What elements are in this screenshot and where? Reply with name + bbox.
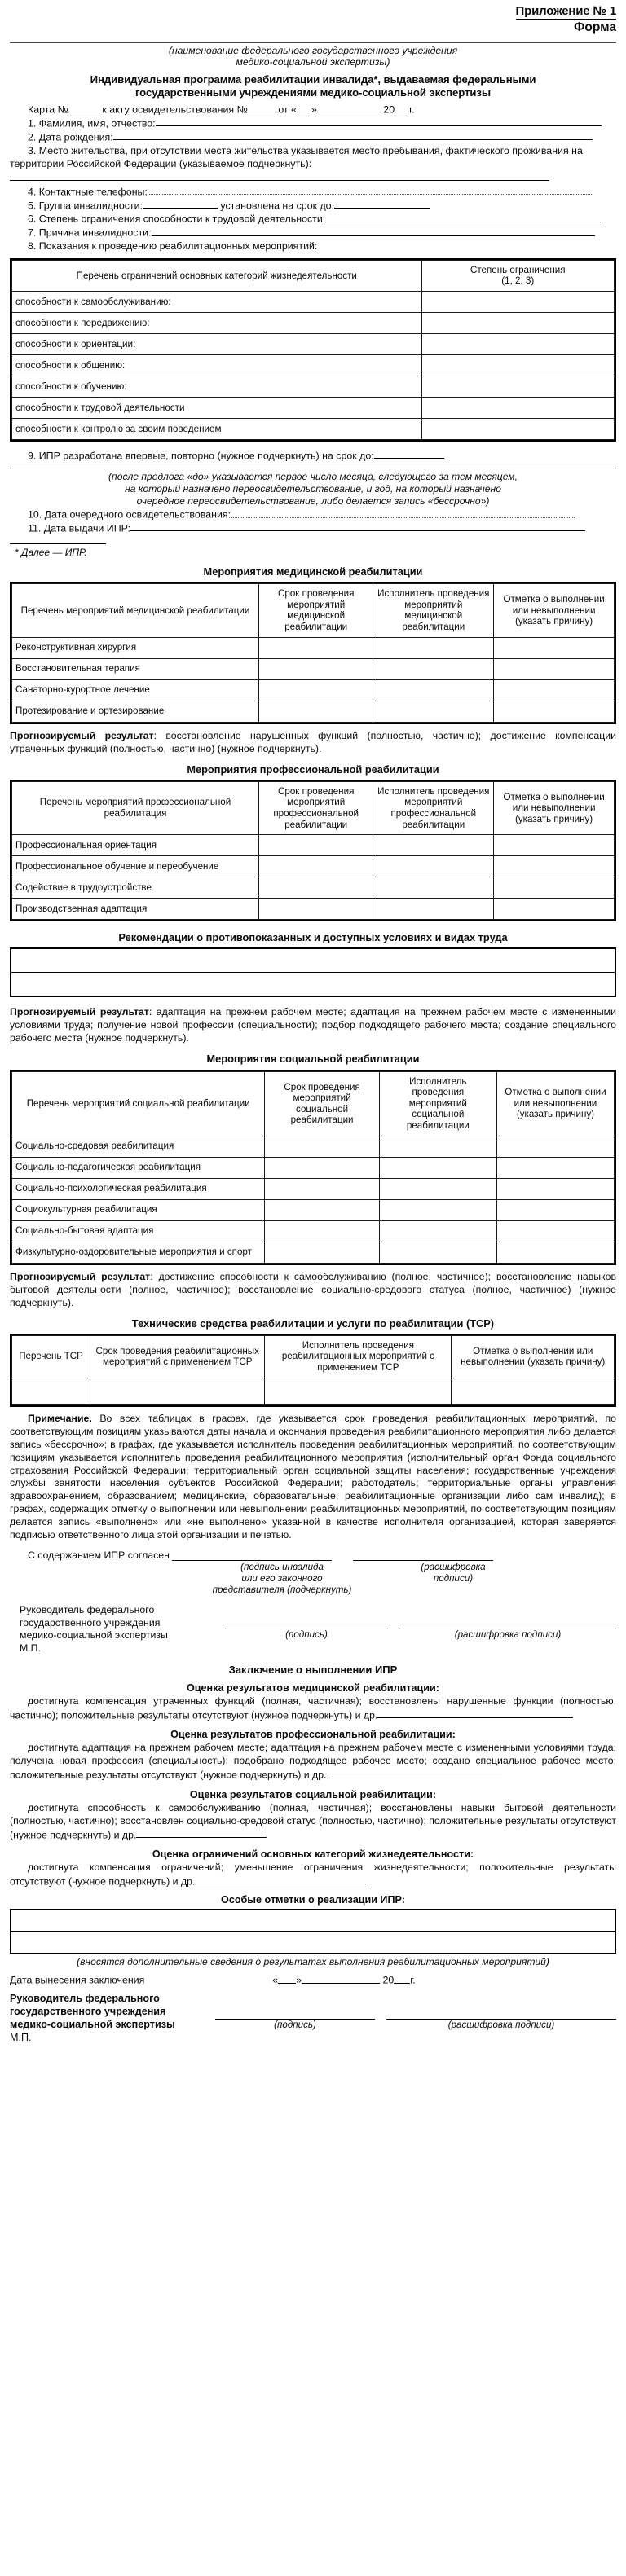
social-row-executor[interactable] — [379, 1242, 496, 1263]
appendix-number — [10, 5, 616, 20]
institution-caption — [10, 45, 616, 69]
tsr-header-term: Срок проведения реабилитационных мероприятий с применением ТСР — [90, 1335, 265, 1378]
conclusion-date-year: 20 — [382, 1974, 395, 1986]
agreement-decode-input[interactable] — [353, 1550, 493, 1561]
social-header-term: Срок проведения мероприятий социальной реабилитации — [265, 1071, 379, 1136]
field-fio-num: 1. — [28, 117, 37, 130]
field-disability-cause-label: Причина инвалидности: — [38, 226, 152, 239]
social-row-mark[interactable] — [496, 1199, 614, 1220]
field-disability-cause-input[interactable] — [152, 226, 595, 235]
limitations-table-body — [12, 291, 615, 439]
medical-section-title: Мероприятия медицинской реабилитации — [203, 565, 423, 578]
field-disability-group-label: Группа инвалидности: — [38, 199, 143, 211]
table-row — [12, 312, 615, 333]
medical-row-mark[interactable] — [494, 658, 615, 679]
table-header-row — [12, 1335, 615, 1378]
tsr-header-list: Перечень ТСР — [12, 1335, 90, 1378]
footer-signature-line3: медико-социальной экспертизы — [10, 2018, 175, 2030]
table-header-row — [12, 1071, 615, 1136]
limitation-value[interactable] — [421, 354, 614, 376]
field-birthdate-label: Дата рождения: — [38, 131, 113, 143]
special-marks-box — [10, 1909, 616, 1954]
professional-row-label: Содействие в трудоустройстве — [12, 877, 259, 899]
item10-11-block — [10, 508, 616, 535]
table-row — [12, 354, 615, 376]
professional-row-term[interactable] — [258, 899, 373, 920]
medical-row-label: Восстановительная терапия — [12, 658, 259, 679]
social-row-label: Физкультурно-оздоровительные мероприятия и спорт — [12, 1242, 265, 1263]
item11-line — [10, 521, 616, 535]
table-row — [12, 856, 615, 877]
act-year-suffix: г. — [409, 103, 415, 116]
conclusion-title: Заключение о выполнении ИПР — [228, 1664, 398, 1677]
table-row — [12, 1178, 615, 1199]
medical-header-list: Перечень мероприятий медицинской реабилитации — [12, 584, 259, 637]
table-row — [12, 418, 615, 439]
card-number-label: Карта № — [28, 103, 68, 116]
professional-row-label: Профессиональное обучение и переобучение — [12, 856, 259, 877]
tsr-row-mark[interactable] — [452, 1378, 615, 1404]
field-phones-label: Контактные телефоны: — [38, 186, 148, 198]
limitation-label: способности к трудовой деятельности — [12, 397, 422, 418]
social-row-label: Социально-средовая реабилитация — [12, 1136, 265, 1157]
head-signature-stamp: М.П. — [20, 1642, 41, 1654]
footer-signature-line1: Руководитель федерального — [10, 1993, 160, 2005]
conclusion-date-month-input[interactable] — [302, 1973, 380, 1983]
social-row-mark[interactable] — [496, 1242, 614, 1263]
field-disability-cause — [10, 226, 616, 240]
medical-row-executor[interactable] — [373, 637, 494, 658]
table-row — [12, 679, 615, 701]
medical-row-term[interactable] — [258, 658, 373, 679]
limitation-value[interactable] — [421, 397, 614, 418]
social-row-mark[interactable] — [496, 1136, 614, 1157]
primechanie-block — [10, 1413, 616, 1543]
field-disability-group-input[interactable] — [143, 199, 218, 209]
limitations-table-wrapper — [10, 258, 616, 442]
primechanie-lead: Примечание. — [28, 1412, 92, 1424]
professional-header-term: Срок проведения мероприятий профессиональной реабилитации — [258, 781, 373, 834]
agreement-row — [10, 1550, 616, 1561]
social-row-mark[interactable] — [496, 1157, 614, 1178]
field-residence — [10, 144, 616, 185]
limitation-value[interactable] — [421, 312, 614, 333]
professional-forecast-text: : адаптация на прежнем рабочем месте; адаптация на прежнем рабочем месте с измененными условиями труда; получение новой профессии (специальности); подбор подходящего рабочего места; создание специального рабочего места (нужное подчеркнуть). — [10, 1006, 617, 1044]
item9-line — [10, 449, 616, 463]
professional-row-label: Производственная адаптация — [12, 899, 259, 920]
medical-header-term: Срок проведения мероприятий медицинской реабилитации — [258, 584, 373, 637]
tsr-header-executor: Исполнитель проведения реабилитационных мероприятий с применением ТСР — [265, 1335, 452, 1378]
table-row — [12, 1199, 615, 1220]
work-recommendations-line-2[interactable] — [11, 973, 615, 996]
work-recommendations-box — [10, 947, 616, 997]
medical-row-term[interactable] — [258, 679, 373, 701]
limitation-label: способности к контролю за своим поведением — [12, 418, 422, 439]
social-row-term[interactable] — [265, 1199, 379, 1220]
limitations-header-degree-line1: Степень ограничения — [470, 264, 566, 275]
head-signature-title — [10, 1604, 225, 1655]
professional-row-executor[interactable] — [373, 899, 494, 920]
social-row-label: Социально-бытовая адаптация — [12, 1220, 265, 1242]
institution-caption-line1: (наименование федерального государственного учреждения — [168, 44, 458, 56]
field-work-limitation-num: 6. — [28, 213, 37, 225]
limitation-label: способности к общению: — [12, 354, 422, 376]
conclusion-date-line — [10, 1973, 616, 1987]
table-row — [12, 376, 615, 397]
professional-row-term[interactable] — [258, 877, 373, 899]
conclusion-date-year-suffix: г. — [410, 1974, 416, 1986]
act-year-input[interactable] — [395, 103, 409, 112]
medical-row-mark[interactable] — [494, 701, 615, 722]
limitation-label: способности к передвижению: — [12, 312, 422, 333]
professional-row-executor[interactable] — [373, 877, 494, 899]
footer-signature-block — [10, 1993, 616, 2044]
social-table-wrapper — [10, 1070, 616, 1265]
professional-header-executor: Исполнитель проведения мероприятий профессиональной реабилитации — [373, 781, 494, 834]
head-signature-line3: медико-социальной экспертизы — [20, 1629, 168, 1642]
field-work-limitation — [10, 212, 616, 226]
medical-table-body — [12, 637, 615, 722]
footer-signature-caption: (подпись) — [274, 2019, 316, 2030]
medical-forecast-text: : восстановление нарушенных функций (полностью, частично); достижение компенсации утраченных функций (полностью, частично) (нужное подчеркнуть). — [10, 729, 616, 754]
field-fio-input[interactable] — [156, 116, 602, 126]
medical-header-mark: Отметка о выполнении или невыполнении (указать причину) — [494, 584, 615, 637]
table-row — [12, 1242, 615, 1263]
tsr-row-executor[interactable] — [265, 1378, 452, 1404]
conclusion-medical-text: достигнута компенсация утраченных функций (полная, частичная); восстановлены нарушенные функции (полностью, частично); положительные результаты отсутствуют (нужное подчеркнуть) и др. — [10, 1695, 616, 1721]
footer-signature-stamp: М.П. — [10, 2031, 32, 2043]
conclusion-limits-title: Оценка ограничений основных категорий жизнедеятельности: — [152, 1848, 474, 1860]
professional-row-label: Профессиональная ориентация — [12, 835, 259, 856]
professional-row-mark[interactable] — [494, 856, 615, 877]
field-fio-label: Фамилия, имя, отчество: — [38, 117, 156, 130]
medical-table-wrapper — [10, 582, 616, 723]
field-birthdate — [10, 130, 616, 144]
social-row-mark[interactable] — [496, 1178, 614, 1199]
conclusion-date-year-input[interactable] — [394, 1973, 410, 1983]
tsr-row-term[interactable] — [90, 1378, 265, 1404]
limitation-label: способности к обучению: — [12, 376, 422, 397]
limitation-value[interactable] — [421, 418, 614, 439]
head-signature-line1: Руководитель федерального — [20, 1604, 155, 1616]
act-number-label: к акту освидетельствования № — [102, 103, 248, 116]
medical-row-executor[interactable] — [373, 701, 494, 722]
social-section-title: Мероприятия социальной реабилитации — [206, 1053, 420, 1066]
head-decode-caption: (расшифровка подписи) — [454, 1629, 562, 1641]
professional-table-wrapper — [10, 780, 616, 921]
footer-decode-caption: (расшифровка подписи) — [447, 2019, 555, 2030]
footer-signature-input[interactable] — [215, 2008, 375, 2020]
act-date-quote: » — [311, 103, 317, 116]
conclusion-date-label: Дата вынесения заключения — [10, 1974, 145, 1986]
field-birthdate-num: 2. — [28, 131, 37, 143]
work-recommendations-line-1[interactable] — [11, 949, 615, 973]
medical-row-executor[interactable] — [373, 679, 494, 701]
head-signature-fields — [225, 1619, 616, 1655]
conclusion-date-block — [10, 1973, 616, 1987]
social-header-mark: Отметка о выполнении или невыполнении (указать причину) — [496, 1071, 614, 1136]
table-row — [12, 877, 615, 899]
social-row-label: Социально-педагогическая реабилитация — [12, 1157, 265, 1178]
act-month-input[interactable] — [317, 103, 381, 112]
agreement-block — [10, 1550, 616, 1596]
agreement-signature-input[interactable] — [172, 1550, 332, 1561]
social-row-executor[interactable] — [379, 1220, 496, 1242]
item9-note — [10, 471, 616, 508]
item11-input[interactable] — [130, 521, 585, 531]
field-indications — [10, 240, 616, 253]
table-row — [12, 333, 615, 354]
limitation-label: способности к самообслуживанию: — [12, 291, 422, 312]
table-row — [12, 1220, 615, 1242]
table-row — [12, 637, 615, 658]
tsr-table — [11, 1335, 615, 1405]
act-year-prefix: 20 — [383, 103, 395, 116]
identity-fields — [10, 103, 616, 253]
social-row-mark[interactable] — [496, 1220, 614, 1242]
agreement-caption-line3: представителя (подчеркнуть) — [212, 1585, 352, 1596]
professional-row-executor[interactable] — [373, 856, 494, 877]
table-row — [12, 835, 615, 856]
agreement-captions — [10, 1562, 616, 1596]
act-date-from: от « — [278, 103, 297, 116]
table-row — [12, 701, 615, 722]
professional-row-executor[interactable] — [373, 835, 494, 856]
footnote-rule — [10, 543, 106, 544]
professional-section-title: Мероприятия профессиональной реабилитации — [187, 763, 439, 776]
social-row-term[interactable] — [265, 1136, 379, 1157]
social-table-body — [12, 1136, 615, 1263]
agreement-caption2-line1: (расшифровка — [421, 1562, 486, 1573]
field-phones-input[interactable] — [148, 185, 593, 195]
special-marks-caption: (вносятся дополнительные сведения о результатах выполнения реабилитационных мероприятий) — [77, 1956, 549, 1968]
social-forecast-label: Прогнозируемый результат — [10, 1270, 151, 1282]
item9-note-line2: на который назначено переосвидетельствование, и год, на который назначено — [125, 482, 501, 495]
professional-table — [11, 781, 615, 920]
agreement-decode-caption — [383, 1562, 523, 1596]
item10-input[interactable] — [231, 508, 575, 517]
medical-row-label: Реконструктивная хирургия — [12, 637, 259, 658]
medical-row-executor[interactable] — [373, 658, 494, 679]
item9-label: 9. ИПР разработана впервые, повторно (нужное подчеркнуть) на срок до: — [28, 450, 374, 462]
work-recommendations-title: Рекомендации о противопоказанных и доступных условиях и видах труда — [118, 931, 508, 944]
social-row-term[interactable] — [265, 1242, 379, 1263]
footer-signature-title — [10, 1993, 215, 2044]
field-phones-num: 4. — [28, 186, 37, 198]
conclusion-date-day-input[interactable] — [278, 1973, 296, 1983]
professional-table-body — [12, 835, 615, 920]
conclusion-medical-title: Оценка результатов медицинской реабилитации: — [187, 1682, 439, 1695]
institution-rule — [10, 42, 616, 43]
conclusion-professional-text: достигнута адаптация на прежнем рабочем месте; адаптация на прежнем рабочем месте с измененными условиями труда; получена новая профессия (специальность); подобрано подходящее рабочее место; создано специальное рабочее место; положительные результаты отсутствуют (нужное подчеркнуть) и др. — [10, 1742, 616, 1781]
head-decode-input[interactable] — [399, 1619, 616, 1629]
social-row-term[interactable] — [265, 1220, 379, 1242]
institution-caption-line2: медико-социальной экспертизы) — [236, 56, 390, 68]
special-marks-line-2[interactable] — [11, 1932, 615, 1953]
act-number-input[interactable] — [248, 103, 276, 112]
conclusion-limits-text: достигнута компенсация ограничений; уменьшение ограничения жизнедеятельности; положительные результаты отсутствуют (нужное подчеркнуть) и др. — [10, 1861, 616, 1888]
medical-forecast-label: Прогнозируемый результат — [10, 729, 154, 741]
medical-row-mark[interactable] — [494, 679, 615, 701]
conclusion-special-title: Особые отметки о реализации ИПР: — [221, 1894, 405, 1906]
field-disability-group — [10, 199, 616, 213]
table-row — [12, 291, 615, 312]
medical-row-mark[interactable] — [494, 637, 615, 658]
item9-input[interactable] — [374, 449, 444, 459]
medical-row-label: Санаторно-курортное лечение — [12, 679, 259, 701]
social-forecast-text: : достижение способности к самообслуживанию (полное, частичное); восстановление навыков бытовой деятельности (полное, частичное); восстановление социально-средового статуса (полное, частичное) (нужное подчеркнуть). — [10, 1270, 617, 1308]
conclusion-medical-text-wrap — [10, 1695, 616, 1722]
medical-row-term[interactable] — [258, 701, 373, 722]
footer-signature-fields — [215, 2008, 616, 2045]
conclusion-professional-text-wrap — [10, 1742, 616, 1782]
agreement-caption-line2: или его законного — [241, 1573, 323, 1585]
conclusion-limits-text-wrap — [10, 1862, 616, 1888]
agreement-label: С содержанием ИПР согласен — [28, 1550, 170, 1562]
professional-header-mark: Отметка о выполнении или невыполнении (указать причину) — [494, 781, 615, 834]
conclusion-date-quote-open: « — [272, 1974, 279, 1986]
doc-title-line1: Индивидуальная программа реабилитации инвалида*, выдаваемая федеральными — [90, 73, 536, 86]
table-header-row — [12, 584, 615, 637]
field-residence-num: 3. — [28, 144, 37, 156]
field-work-limitation-label: Степень ограничения способности к трудовой деятельности: — [38, 213, 326, 225]
limitations-header-categories: Перечень ограничений основных категорий жизнедеятельности — [12, 260, 422, 291]
limitation-value[interactable] — [421, 291, 614, 312]
conclusion-professional-title: Оценка результатов профессиональной реабилитации: — [170, 1729, 456, 1741]
tsr-table-wrapper — [10, 1334, 616, 1407]
table-header-row — [12, 260, 615, 291]
conclusion-social-input[interactable] — [136, 1828, 267, 1838]
limitation-value[interactable] — [421, 376, 614, 397]
agreement-signature-caption — [202, 1562, 362, 1596]
professional-row-term[interactable] — [258, 856, 373, 877]
professional-forecast-label: Прогнозируемый результат — [10, 1006, 149, 1018]
head-signature-block — [10, 1604, 616, 1655]
social-row-term[interactable] — [265, 1178, 379, 1199]
social-row-term[interactable] — [265, 1157, 379, 1178]
conclusion-social-title: Оценка результатов социальной реабилитации: — [189, 1788, 437, 1800]
social-header-list: Перечень мероприятий социальной реабилитации — [12, 1071, 265, 1136]
field-indications-label: Показания к проведению реабилитационных мероприятий: — [38, 240, 318, 253]
table-header-row — [12, 781, 615, 834]
medical-table — [11, 583, 615, 722]
table-row — [12, 1378, 615, 1404]
medical-forecast — [10, 730, 616, 756]
item9-block — [10, 449, 616, 463]
social-table — [11, 1071, 615, 1264]
tsr-table-body — [12, 1378, 615, 1404]
field-disability-group-num: 5. — [28, 199, 37, 211]
card-number-input[interactable] — [68, 103, 99, 112]
appendix-number-text: Приложение № 1 — [515, 4, 616, 18]
footer-signature-line2: государственного учреждения — [10, 2006, 166, 2018]
item10-label: 10. Дата очередного освидетельствования: — [28, 508, 231, 521]
conclusion-social-text: достигнута способность к самообслуживанию (полная, частичная); восстановлены навыки бытовой деятельности (полностью, частично); восстановлен социально-средовой статус (полностью, частично); положительные результаты отсутствуют (нужное подчеркнуть) и др. — [10, 1801, 616, 1840]
medical-header-executor: Исполнитель проведения мероприятий медицинской реабилитации — [373, 584, 494, 637]
medical-row-term[interactable] — [258, 637, 373, 658]
limitations-header-degree — [421, 260, 614, 291]
field-fio — [10, 116, 616, 130]
limitation-value[interactable] — [421, 333, 614, 354]
medical-row-label: Протезирование и ортезирование — [12, 701, 259, 722]
social-row-executor[interactable] — [379, 1157, 496, 1178]
professional-header-list: Перечень мероприятий профессиональной реабилитация — [12, 781, 259, 834]
social-forecast — [10, 1271, 616, 1310]
social-row-executor[interactable] — [379, 1136, 496, 1157]
table-row — [12, 1136, 615, 1157]
card-number-line — [10, 103, 616, 116]
field-work-limitation-input[interactable] — [325, 212, 601, 222]
social-row-executor[interactable] — [379, 1178, 496, 1199]
field-disability-cause-num: 7. — [28, 226, 37, 239]
field-disability-term-input[interactable] — [334, 199, 430, 209]
page-title — [10, 73, 616, 99]
social-row-executor[interactable] — [379, 1199, 496, 1220]
professional-forecast — [10, 1006, 616, 1045]
footnote-text: * Далее — ИПР. — [15, 546, 87, 558]
field-disability-term-label: установлена на срок до: — [220, 199, 335, 211]
limitation-label: способности к ориентации: — [12, 333, 422, 354]
social-row-label: Социально-психологическая реабилитация — [12, 1178, 265, 1199]
item10-line — [10, 508, 616, 521]
professional-row-mark[interactable] — [494, 899, 615, 920]
head-signature-caption: (подпись) — [285, 1629, 328, 1641]
limitations-table — [11, 260, 615, 440]
professional-row-term[interactable] — [258, 835, 373, 856]
item11-label: 11. Дата выдачи ИПР: — [28, 522, 131, 534]
head-signature-line2: государственного учреждения — [20, 1616, 161, 1629]
tsr-section-title: Технические средства реабилитации и услуги по реабилитации (ТСР) — [131, 1317, 495, 1330]
table-row — [12, 397, 615, 418]
tsr-header-mark: Отметка о выполнении или невыполнении (указать причину) — [452, 1335, 615, 1378]
conclusion-limits-input[interactable] — [195, 1875, 366, 1884]
item9-note-line3: очередное переосвидетельствование, либо делается запись «бессрочно») — [136, 495, 490, 508]
field-residence-input[interactable] — [10, 171, 549, 181]
field-birthdate-input[interactable] — [113, 130, 593, 140]
footer-decode-input[interactable] — [386, 2008, 616, 2020]
head-signature-input[interactable] — [225, 1619, 388, 1629]
conclusion-professional-input[interactable] — [327, 1768, 502, 1778]
table-row — [12, 658, 615, 679]
table-row — [12, 899, 615, 920]
professional-row-mark[interactable] — [494, 835, 615, 856]
limitations-header-degree-line2: (1, 2, 3) — [501, 275, 535, 287]
table-row — [12, 1157, 615, 1178]
field-phones — [10, 185, 616, 199]
primechanie-text: Во всех таблицах в графах, где указывается срок проведения реабилитационных мероприятий, по соответствующим позициям указываются даты начала и окончания проведения реабилитационного мероприятия либо делается запись «бессрочно»; в графах, где указывается исполнитель проведения реабилитационных мероприятий, по соответствующим позициям указывается исполнитель проведения реабилитационного мероприятия (исполнительный орган Фонда социального страхования Российской Федерации; территориальный орган социальной защиты населения; государственные учреждения службы занятости населения субъектов Российской Федерации; работодатель; территориальные органы управления здравоохранением, образованием; медицинские, образовательные, реабилитационные организации либо сам инвалид); в графах, содержащих отметку о выполнении или невыполнении реабилитационных мероприятий, по соответствующим позициям делается запись «выполнено» или «не выполнено» указанной в качестве исполнителя организацией, которая заверяется подписью ответственного лица этой организации и печатью. — [10, 1412, 616, 1541]
form-word: Форма — [574, 20, 616, 34]
special-marks-line-1[interactable] — [11, 1910, 615, 1932]
act-day-input[interactable] — [297, 103, 311, 112]
item9-note-line1: (после предлога «до» указывается первое число месяца, следующего за тем месяцем, — [108, 470, 518, 482]
conclusion-medical-input[interactable] — [377, 1708, 573, 1718]
tsr-row-list[interactable] — [12, 1378, 90, 1404]
social-row-label: Социокультурная реабилитация — [12, 1199, 265, 1220]
agreement-caption2-line2: подписи) — [433, 1573, 474, 1585]
agreement-caption-line1: (подпись инвалида — [240, 1562, 324, 1573]
social-header-executor: Исполнитель проведения мероприятий социальной реабилитации — [379, 1071, 496, 1136]
conclusion-social-text-wrap — [10, 1802, 616, 1842]
conclusion-date-quote-close: » — [296, 1974, 302, 1986]
field-indications-num: 8. — [28, 240, 37, 253]
field-residence-label: Место жительства, при отсутствии места жительства указывается место пребывания, фактического проживания на территории Российской Федерации (указываемое подчеркнуть): — [10, 144, 583, 170]
professional-row-mark[interactable] — [494, 877, 615, 899]
doc-title-line2: государственными учреждениями медико-социальной экспертизы — [134, 86, 492, 99]
